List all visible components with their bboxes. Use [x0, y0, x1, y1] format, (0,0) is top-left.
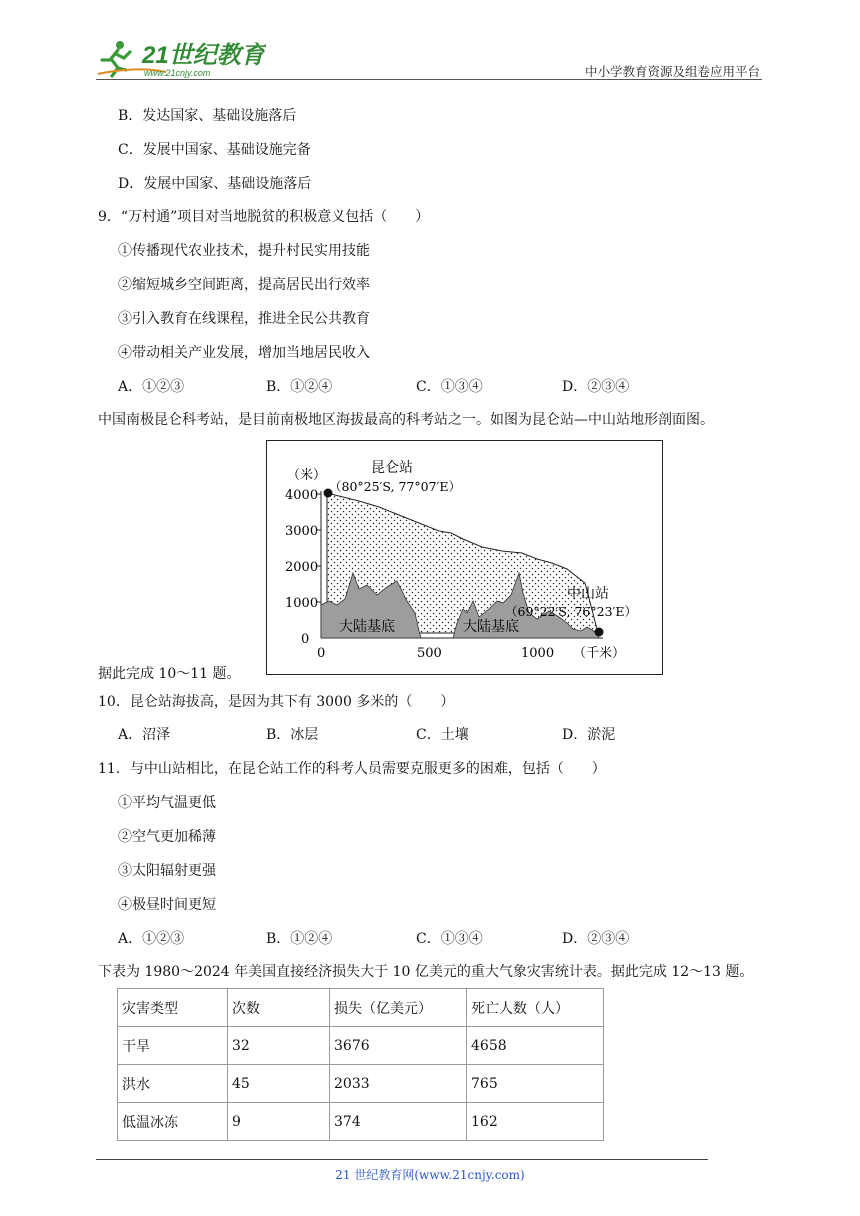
x-tick-0: 0	[317, 646, 326, 661]
after-figure-note: 据此完成 10～11 题。	[98, 666, 241, 682]
kunlun-station-coord: （80°25′S, 77°07′E）	[329, 479, 461, 494]
disaster-stats-table	[117, 988, 604, 1141]
q11-item-1: ①平均气温更低	[118, 795, 216, 811]
q11-stem: 11．与中山站相比，在昆仑站工作的科考人员需要克服更多的困难，包括（ ）	[98, 761, 606, 777]
table-cell: 4658	[467, 1027, 604, 1065]
table-cell: 洪水	[118, 1065, 228, 1103]
platform-name: 中小学教育资源及组卷应用平台	[584, 64, 760, 79]
q10-option-d: D．淤泥	[562, 727, 616, 743]
zhongshan-station-coord: （69°22′S, 76°23′E）	[505, 604, 637, 619]
q9-item-1: ①传播现代农业技术，提升村民实用技能	[118, 243, 370, 259]
q9-item-4: ④带动相关产业发展，增加当地居民收入	[118, 345, 370, 361]
prev-option-b: B．发达国家、基础设施落后	[118, 108, 297, 124]
table-header-row	[118, 989, 604, 1027]
table-cell: 765	[467, 1065, 604, 1103]
q9-stem: 9．“万村通”项目对当地脱贫的积极意义包括（ ）	[98, 209, 430, 225]
table-cell: 3676	[330, 1027, 467, 1065]
q10-stem: 10．昆仑站海拔高，是因为其下有 3000 多米的（ ）	[98, 694, 455, 710]
table-header-cell: 死亡人数（人）	[467, 989, 604, 1027]
q10-option-c: C．土壤	[416, 727, 469, 743]
q10-option-a: A．沼泽	[118, 727, 171, 743]
q9-option-b: B．①②④	[266, 379, 333, 395]
q11-option-d: D．②③④	[562, 931, 630, 947]
table-row	[118, 1027, 604, 1065]
q9-option-a: A．①②③	[118, 379, 185, 395]
table-cell: 干旱	[118, 1027, 228, 1065]
table-cell: 9	[228, 1103, 330, 1141]
footer-divider	[96, 1159, 708, 1160]
y-tick-0: 0	[301, 632, 310, 647]
header-divider	[96, 79, 762, 80]
q11-option-b: B．①②④	[266, 931, 333, 947]
table-header-cell: 损失（亿美元）	[330, 989, 467, 1027]
q11-item-2: ②空气更加稀薄	[118, 829, 216, 845]
zhongshan-station-marker	[595, 628, 604, 637]
q9-option-d: D．②③④	[562, 379, 630, 395]
kunlun-station-name: 昆仑站	[371, 460, 413, 476]
y-axis-unit: （米）	[287, 468, 327, 483]
table-header-cell: 灾害类型	[118, 989, 228, 1027]
bedrock-label-2: 大陆基底	[463, 619, 519, 635]
x-tick-500: 500	[417, 646, 442, 661]
zhongshan-station-name: 中山站	[567, 586, 609, 602]
table-cell: 374	[330, 1103, 467, 1141]
table-row	[118, 1065, 604, 1103]
logo-text: 21世纪教育	[142, 42, 265, 69]
table-header-cell: 次数	[228, 989, 330, 1027]
prev-option-c: C．发展中国家、基础设施完备	[118, 142, 311, 158]
q11-item-4: ④极昼时间更短	[118, 897, 216, 913]
q11-item-3: ③太阳辐射更强	[118, 863, 216, 879]
q9-item-3: ③引入教育在线课程，推进全民公共教育	[118, 311, 370, 327]
logo-url: www.21cnjy.com	[144, 68, 211, 78]
prev-option-d: D．发展中国家、基础设施落后	[118, 176, 312, 192]
y-tick-4000: 4000	[285, 488, 319, 503]
table-cell: 低温冰冻	[118, 1103, 228, 1141]
footer-link[interactable]: 21 世纪教育网(www.21cnjy.com)	[335, 1168, 525, 1182]
bedrock-label-1: 大陆基底	[339, 619, 395, 635]
x-tick-1000: 1000	[521, 646, 555, 661]
table-cell: 45	[228, 1065, 330, 1103]
q11-option-c: C．①③④	[416, 931, 483, 947]
q11-option-a: A．①②③	[118, 931, 185, 947]
y-tick-1000: 1000	[285, 596, 319, 611]
table-cell: 2033	[330, 1065, 467, 1103]
q10-option-b: B．冰层	[266, 727, 319, 743]
site-logo	[96, 36, 266, 80]
table-cell: 32	[228, 1027, 330, 1065]
table-intro: 下表为 1980～2024 年美国直接经济损失大于 10 亿美元的重大气象灾害统计表。据此完成 12～13 题。	[98, 964, 754, 980]
y-tick-2000: 2000	[285, 560, 319, 575]
q9-item-2: ②缩短城乡空间距离，提高居民出行效率	[118, 277, 370, 293]
table-cell: 162	[467, 1103, 604, 1141]
table-row	[118, 1103, 604, 1141]
y-tick-3000: 3000	[285, 524, 319, 539]
x-axis-unit: （千米）	[573, 646, 626, 661]
q9-option-c: C．①③④	[416, 379, 483, 395]
material-intro: 中国南极昆仑科考站，是目前南极地区海拔最高的科考站之一。如图为昆仑站—中山站地形剖面图。	[98, 412, 714, 428]
terrain-profile-figure	[266, 440, 663, 675]
